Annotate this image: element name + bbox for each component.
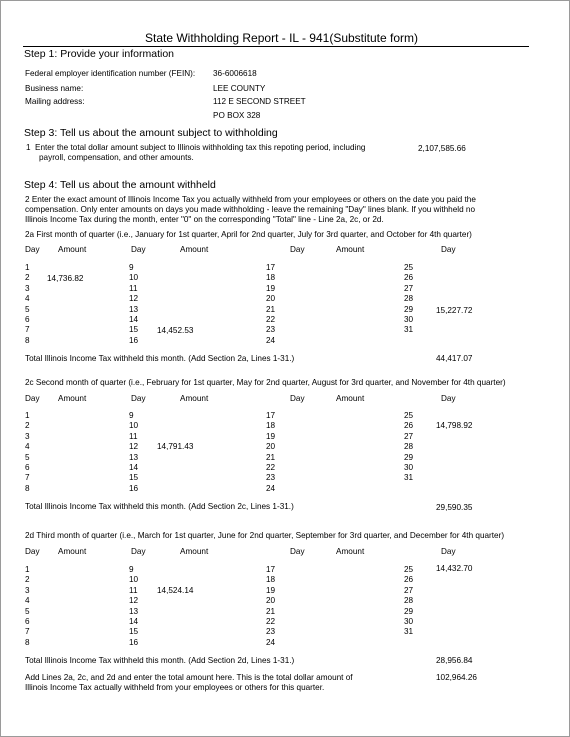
section2d-total-value: 28,956.84: [436, 656, 473, 665]
mailing-address-line1: 112 E SECOND STREET: [213, 97, 306, 106]
section2c-days-col3-day-21: 21: [266, 452, 276, 462]
section2c-amount-header-1: Amount: [58, 394, 87, 403]
section2d-days-col2-day-12: 12: [129, 596, 139, 606]
step3-line1-number: 1: [26, 143, 31, 152]
section2a-day-header-4: Day: [441, 245, 456, 254]
section2d-days-col3-day-23: 23: [266, 627, 276, 637]
section2c-amount-header-3: Amount: [336, 394, 365, 403]
section2d-days-col1-day-3: 3: [25, 585, 30, 595]
section2d-days-col1-day-2: 2: [25, 575, 30, 585]
step3-line1-value: 2,107,585.66: [418, 144, 466, 153]
section2d-days-col4-day-31: 31: [404, 627, 414, 637]
section2c-days-col3-day-20: 20: [266, 442, 276, 452]
step4-instruction-b: compensation. Only enter amounts on days you made withholding - leave the remaining "Day" lines blank. If you withheld no: [25, 205, 476, 214]
section2c-days-col4-day-27: 27: [404, 431, 414, 441]
section2a-days-col1-day-8: 8: [25, 335, 30, 345]
section2d-days-col1-day-4: 4: [25, 596, 30, 606]
section2c-days-col2-day-13: 13: [129, 452, 139, 462]
section2a-days-col2-day-14: 14: [129, 315, 139, 325]
section2a-days-col3-day-22: 22: [266, 315, 276, 325]
section2a-total-value: 44,417.07: [436, 354, 473, 363]
section2c-days-col2-day-9: 9: [129, 411, 134, 420]
section2a-days-col4-day-29: 29: [404, 304, 414, 314]
section2a-total-label: Total Illinois Income Tax withheld this month. (Add Section 2a, Lines 1-31.): [25, 354, 295, 363]
section2c-days-col2-day-16: 16: [129, 483, 139, 493]
section2d-days-col3-day-22: 22: [266, 617, 276, 627]
section2a-days-col3-day-21: 21: [266, 304, 276, 314]
section2a-day-header-3: Day: [290, 245, 305, 254]
section2a-amount-header-1: Amount: [58, 245, 87, 254]
section2d-day-header-4: Day: [441, 547, 456, 556]
section2d-days-col2-day-14: 14: [129, 617, 139, 627]
section2d-days-col1-day-1: 1: [25, 565, 30, 574]
section2c-total-value: 29,590.35: [436, 503, 473, 512]
section2a-days-col2-day-13: 13: [129, 304, 139, 314]
section2c-days-col3-day-22: 22: [266, 463, 276, 473]
report-title: State Withholding Report - IL - 941(Substitute form): [145, 31, 419, 45]
step4-instruction-c: Illinois Income Tax during the month, enter "0" on the corresponding "Total" line - Line 2a, 2c, or 2d.: [25, 215, 384, 224]
section2c-amount-header-2: Amount: [180, 394, 209, 403]
section2d-days-col1-day-5: 5: [25, 606, 30, 616]
section2c-days-col2-day-10: 10: [129, 421, 139, 431]
section2a-days-col4-day-26: 26: [404, 273, 414, 283]
section2c-days-col3-day-23: 23: [266, 473, 276, 483]
section2c-total-label: Total Illinois Income Tax withheld this month. (Add Section 2c, Lines 1-31.): [25, 502, 294, 511]
section2d-days-col4-day-28: 28: [404, 596, 414, 606]
section2d-days-col1-day-7: 7: [25, 627, 30, 637]
section2a-days-col2-day-9: 9: [129, 263, 134, 272]
section2c-days-col4-day-25: 25: [404, 411, 414, 420]
section2a-days-col4: [404, 263, 413, 336]
section2d-amount-header-2: Amount: [180, 547, 209, 556]
step3-heading: Step 3: Tell us about the amount subject to withholding: [24, 127, 278, 139]
section2a-days-col3: [266, 263, 275, 346]
section2c-days-col2-day-14: 14: [129, 463, 139, 473]
section2d-total-label: Total Illinois Income Tax withheld this month. (Add Section 2d, Lines 1-31.): [25, 656, 295, 665]
section2d-amount-day25: 14,432.70: [436, 564, 473, 573]
title-rule: [23, 46, 529, 47]
section2a-days-col1-day-4: 4: [25, 294, 30, 304]
section2d-amount-header-3: Amount: [336, 547, 365, 556]
step3-line1-text: Enter the total dollar amount subject to Illinois withholding tax this repoting period, including: [35, 143, 366, 152]
section2c-days-col3: [266, 411, 275, 494]
section2c-days-col1-day-5: 5: [25, 452, 30, 462]
section2d-days-col2-day-15: 15: [129, 627, 139, 637]
step3-line1-text-cont: payroll, compensation, and other amounts.: [39, 153, 194, 162]
section2d-days-col3-day-17: 17: [266, 565, 276, 574]
section2d-days-col4-day-25: 25: [404, 565, 414, 574]
section2c-days-col1-day-8: 8: [25, 483, 30, 493]
section2d-days-col3-day-18: 18: [266, 575, 276, 585]
section2c-amount-day26: 14,798.92: [436, 421, 473, 430]
section2c-days-col3-day-24: 24: [266, 483, 276, 493]
step4-heading: Step 4: Tell us about the amount withheld: [24, 179, 216, 191]
section2c-day-header-4: Day: [441, 394, 456, 403]
section2a-days-col1-day-2: 2: [25, 273, 30, 283]
section2d-day-header-2: Day: [131, 547, 146, 556]
section2a-days-col3-day-17: 17: [266, 263, 276, 272]
section2a-amount-header-3: Amount: [336, 245, 365, 254]
section2d-days-col2: [129, 565, 138, 648]
section2c-days-col1-day-6: 6: [25, 463, 30, 473]
section2c-amount-day12: 14,791.43: [157, 442, 194, 451]
section2a-days-col3-day-18: 18: [266, 273, 276, 283]
section2a-amount-header-2: Amount: [180, 245, 209, 254]
section2a-days-col4-day-30: 30: [404, 315, 414, 325]
section2c-day-header-1: Day: [25, 394, 40, 403]
mailing-address-line2: PO BOX 328: [213, 111, 261, 120]
section2c-days-col2-day-12: 12: [129, 442, 139, 452]
mailing-address-label: Mailing address:: [25, 97, 85, 106]
section2a-days-col1-day-1: 1: [25, 263, 30, 272]
section2a-day-header-1: Day: [25, 245, 40, 254]
section2a-days-col1-day-6: 6: [25, 315, 30, 325]
section2a-days-col2-day-11: 11: [129, 283, 138, 293]
section2a-days-col3-day-23: 23: [266, 325, 276, 335]
fein-value: 36-6006618: [213, 69, 257, 78]
section2d-days-col3-day-19: 19: [266, 585, 276, 595]
section2d-days-col3-day-21: 21: [266, 606, 276, 616]
section2d-days-col1-day-8: 8: [25, 637, 30, 647]
grand-total-label-cont: Illinois Income Tax actually withheld from your employees or others for this quarter.: [25, 683, 325, 692]
section2d-days-col3: [266, 565, 275, 648]
fein-label: Federal employer identification number (FEIN):: [25, 69, 196, 78]
section2d-amount-day11: 14,524.14: [157, 586, 194, 595]
section2d-days-col4-day-30: 30: [404, 617, 414, 627]
section2c-days-col2: [129, 411, 138, 494]
section2d-days-col2-day-11: 11: [129, 585, 138, 595]
section2c-days-col4-day-28: 28: [404, 442, 414, 452]
section2d-days-col4-day-26: 26: [404, 575, 414, 585]
section2c-day-header-2: Day: [131, 394, 146, 403]
section2d-days-col1-day-6: 6: [25, 617, 30, 627]
section2a-day-header-2: Day: [131, 245, 146, 254]
section2c-days-col4-day-29: 29: [404, 452, 414, 462]
section2c-days-col4-day-30: 30: [404, 463, 414, 473]
section2c-days-col3-day-18: 18: [266, 421, 276, 431]
section2d-days-col4-day-27: 27: [404, 585, 414, 595]
step1-heading: Step 1: Provide your information: [24, 48, 174, 60]
section2d-days-col4-day-29: 29: [404, 606, 414, 616]
section2c-heading: 2c Second month of quarter (i.e., February for 1st quarter, May for 2nd quarter, August for 3rd quarter, and November for 4th quarter): [25, 378, 506, 387]
section2d-days-col2-day-13: 13: [129, 606, 139, 616]
section2d-days-col3-day-20: 20: [266, 596, 276, 606]
section2c-days-col2-day-15: 15: [129, 473, 139, 483]
section2a-days-col4-day-25: 25: [404, 263, 414, 272]
section2a-amount-day16: 14,452.53: [157, 326, 194, 335]
section2a-days-col4-day-27: 27: [404, 283, 414, 293]
section2a-days-col2-day-15: 15: [129, 325, 139, 335]
section2a-days-col1-day-5: 5: [25, 304, 30, 314]
section2c-days-col4: [404, 411, 413, 484]
section2a-days-col1-day-7: 7: [25, 325, 30, 335]
section2a-amount-day29: 15,227.72: [436, 306, 473, 315]
section2a-days-col1-day-3: 3: [25, 283, 30, 293]
section2a-days-col2: [129, 263, 138, 346]
section2d-days-col4: [404, 565, 413, 638]
section2c-days-col2-day-11: 11: [129, 431, 138, 441]
section2a-days-col4-day-28: 28: [404, 294, 414, 304]
section2a-days-col1: [25, 263, 30, 346]
section2c-days-col1: [25, 411, 30, 494]
section2d-days-col1: [25, 565, 30, 648]
section2a-days-col3-day-19: 19: [266, 283, 276, 293]
section2a-days-col4-day-31: 31: [404, 325, 414, 335]
section2c-days-col4-day-31: 31: [404, 473, 414, 483]
step4-instruction-a: 2 Enter the exact amount of Illinois Income Tax you actually withheld from your employees or others on the date you paid the: [25, 195, 476, 204]
business-name-value: LEE COUNTY: [213, 84, 266, 93]
section2d-days-col3-day-24: 24: [266, 637, 276, 647]
business-name-label: Business name:: [25, 84, 84, 93]
section2c-days-col1-day-3: 3: [25, 431, 30, 441]
section2a-days-col2-day-16: 16: [129, 335, 139, 345]
grand-total-label: Add Lines 2a, 2c, and 2d and enter the total amount here. This is the total dollar amount of: [25, 673, 353, 682]
section2c-days-col3-day-17: 17: [266, 411, 276, 420]
section2a-heading: 2a First month of quarter (i.e., January for 1st quarter, April for 2nd quarter, July for 3rd quarter, and October for 4th quarter): [25, 230, 472, 239]
section2d-heading: 2d Third month of quarter (i.e., March for 1st quarter, June for 2nd quarter, September for 3rd quarter, and December for 4th quarter): [25, 531, 505, 540]
grand-total-value: 102,964.26: [436, 673, 477, 682]
section2d-day-header-3: Day: [290, 547, 305, 556]
section2d-amount-header-1: Amount: [58, 547, 87, 556]
section2a-days-col2-day-12: 12: [129, 294, 139, 304]
section2d-days-col2-day-9: 9: [129, 565, 134, 574]
section2c-days-col1-day-7: 7: [25, 473, 30, 483]
section2d-days-col2-day-10: 10: [129, 575, 139, 585]
section2a-amount-day2: 14,736.82: [47, 274, 84, 283]
section2c-days-col1-day-1: 1: [25, 411, 30, 420]
section2d-days-col2-day-16: 16: [129, 637, 139, 647]
section2a-days-col2-day-10: 10: [129, 273, 139, 283]
section2c-days-col1-day-4: 4: [25, 442, 30, 452]
section2c-day-header-3: Day: [290, 394, 305, 403]
section2a-days-col3-day-20: 20: [266, 294, 276, 304]
section2c-days-col4-day-26: 26: [404, 421, 414, 431]
section2c-days-col3-day-19: 19: [266, 431, 276, 441]
section2c-days-col1-day-2: 2: [25, 421, 30, 431]
section2d-day-header-1: Day: [25, 547, 40, 556]
section2a-days-col3-day-24: 24: [266, 335, 276, 345]
